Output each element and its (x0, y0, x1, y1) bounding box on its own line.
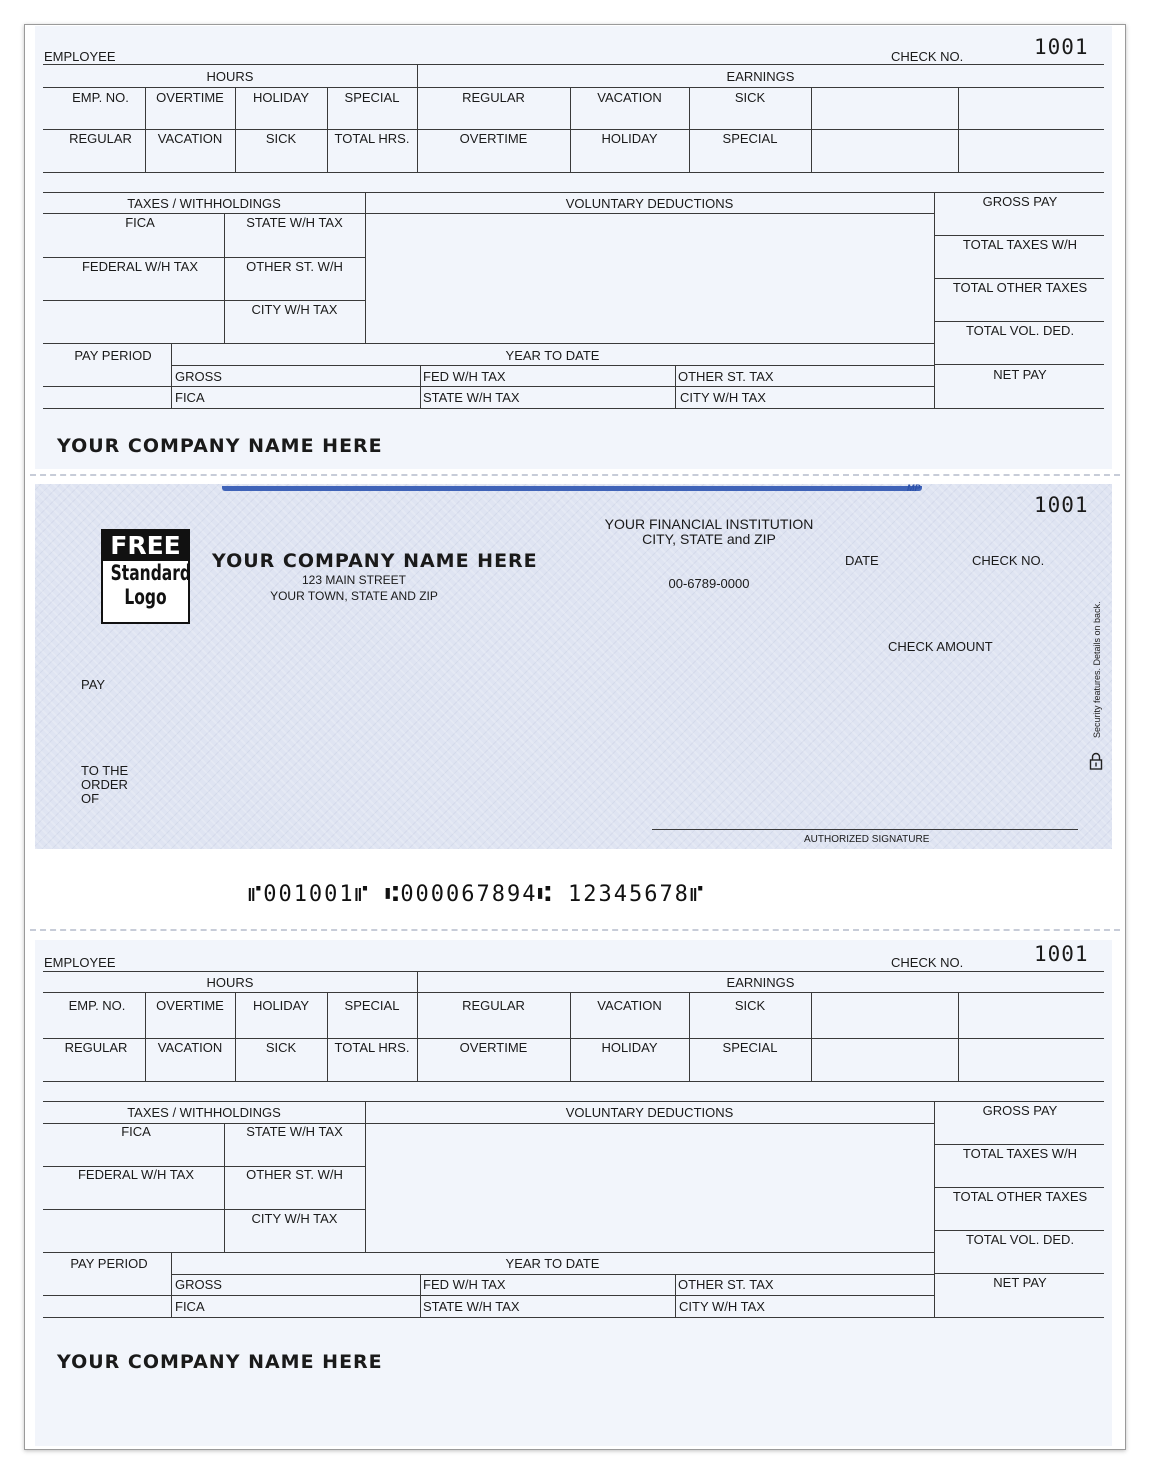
special-earnings-label-bottom: SPECIAL (722, 1040, 778, 1055)
special-earnings-label: SPECIAL (722, 131, 778, 146)
overtime-earnings-label-bottom: OVERTIME (459, 1040, 528, 1055)
city-wh-label-bottom: CITY W/H TAX (251, 1211, 338, 1226)
logo-logo-text: Logo (124, 585, 167, 609)
ytd-state-label: STATE W/H TAX (423, 390, 520, 405)
employee-label: EMPLOYEE (44, 49, 116, 64)
check-no-label-check: CHECK NO. (972, 553, 1045, 568)
voluntary-header: VOLUNTARY DEDUCTIONS (565, 196, 734, 211)
regular-hours-label-bottom: REGULAR (64, 1040, 128, 1055)
fica-label-bottom: FICA (121, 1124, 151, 1139)
of-label: OF (81, 791, 100, 806)
bottom-stub-company-name: YOUR COMPANY NAME HERE (57, 1351, 383, 1373)
ytd-city-label: CITY W/H TAX (680, 390, 766, 405)
net-pay-label: NET PAY (993, 367, 1047, 382)
other-st-wh-label: OTHER ST. W/H (246, 259, 343, 274)
hours-header: HOURS (206, 69, 254, 84)
state-wh-label: STATE W/H TAX (246, 215, 343, 230)
vacation-earnings-label-bottom: VACATION (597, 998, 662, 1013)
ytd-city-label-bottom: CITY W/H TAX (679, 1299, 765, 1314)
logo-standard-text: Standard (110, 561, 191, 585)
sick-hours-label: SICK (265, 131, 297, 146)
bank-name: YOUR FINANCIAL INSTITUTION (604, 516, 814, 532)
check-no-label-bottom: CHECK NO. (891, 955, 964, 970)
earnings-header: EARNINGS (726, 69, 795, 84)
pay-period-label: PAY PERIOD (74, 348, 152, 363)
ytd-gross-label: GROSS (175, 369, 222, 384)
check-company-name: YOUR COMPANY NAME HERE (212, 550, 538, 572)
logo-free-text: FREE (103, 531, 188, 561)
pay-period-label-bottom: PAY PERIOD (70, 1256, 148, 1271)
net-pay-label-bottom: NET PAY (993, 1275, 1047, 1290)
total-other-taxes-label: TOTAL OTHER TAXES (952, 280, 1088, 295)
order-label: ORDER (81, 777, 128, 792)
sick-hours-label-bottom: SICK (265, 1040, 297, 1055)
regular-hours-label: REGULAR (69, 131, 132, 146)
vacation-earnings-label: VACATION (597, 90, 662, 105)
taxes-header-bottom: TAXES / WITHHOLDINGS (127, 1105, 281, 1120)
company-street: 123 MAIN STREET (301, 573, 407, 587)
federal-wh-label: FEDERAL W/H TAX (81, 259, 199, 274)
gross-pay-label: GROSS PAY (982, 194, 1058, 209)
other-st-wh-label-bottom: OTHER ST. W/H (246, 1167, 343, 1182)
check-number-bottom: 1001 (1034, 942, 1089, 966)
fica-label: FICA (125, 215, 155, 230)
check-number: 1001 (1034, 35, 1089, 59)
padlock-icon (1089, 752, 1103, 770)
ytd-other-label: OTHER ST. TAX (678, 369, 774, 384)
logo (101, 529, 190, 624)
routing-fraction: 00-6789-0000 (668, 576, 750, 591)
bank-city: CITY, STATE and ZIP (642, 531, 776, 547)
authorized-signature-label: AUTHORIZED SIGNATURE (804, 834, 930, 845)
holiday-earnings-label-bottom: HOLIDAY (601, 1040, 658, 1055)
check-body (35, 484, 1112, 849)
taxes-header: TAXES / WITHHOLDINGS (127, 196, 281, 211)
total-taxes-label-bottom: TOTAL TAXES W/H (962, 1146, 1078, 1161)
signature-line (652, 829, 1078, 830)
ytd-header: YEAR TO DATE (505, 348, 600, 363)
gross-pay-label-bottom: GROSS PAY (982, 1103, 1058, 1118)
overtime-hours-label-bottom: OVERTIME (156, 998, 224, 1013)
special-hours-label-bottom: SPECIAL (344, 998, 400, 1013)
total-hours-label: TOTAL HRS. (334, 131, 410, 146)
total-vol-ded-label-bottom: TOTAL VOL. DED. (965, 1232, 1075, 1247)
accent-bar (222, 483, 922, 493)
ytd-fed-label-bottom: FED W/H TAX (423, 1277, 506, 1292)
pay-label: PAY (81, 677, 106, 692)
ytd-other-label-bottom: OTHER ST. TAX (678, 1277, 774, 1292)
check-number-top: 1001 (1034, 493, 1089, 517)
perforation-top (30, 474, 1120, 476)
total-other-taxes-label-bottom: TOTAL OTHER TAXES (952, 1189, 1088, 1204)
regular-earnings-label-bottom: REGULAR (462, 998, 525, 1013)
federal-wh-label-bottom: FEDERAL W/H TAX (77, 1167, 195, 1182)
emp-no-label: EMP. NO. (72, 90, 129, 105)
check-amount-label: CHECK AMOUNT (888, 639, 993, 654)
overtime-earnings-label: OVERTIME (459, 131, 528, 146)
ytd-gross-label-bottom: GROSS (175, 1277, 222, 1292)
holiday-earnings-label: HOLIDAY (601, 131, 658, 146)
to-the-label: TO THE (81, 763, 129, 778)
perforation-bottom (30, 929, 1120, 931)
regular-earnings-label: REGULAR (462, 90, 525, 105)
ytd-fica-label: FICA (175, 390, 205, 405)
total-taxes-label: TOTAL TAXES W/H (962, 237, 1078, 252)
ytd-fica-label-bottom: FICA (175, 1299, 205, 1314)
sick-earnings-label: SICK (734, 90, 766, 105)
special-hours-label: SPECIAL (344, 90, 400, 105)
micr-line: ⑈001001⑈ ⑆000067894⑆ 12345678⑈ (248, 882, 706, 907)
date-label: DATE (845, 553, 879, 568)
city-wh-label: CITY W/H TAX (251, 302, 338, 317)
sick-earnings-label-bottom: SICK (734, 998, 766, 1013)
holiday-hours-label-bottom: HOLIDAY (252, 998, 310, 1013)
state-wh-label-bottom: STATE W/H TAX (246, 1124, 343, 1139)
emp-no-label-bottom: EMP. NO. (68, 998, 126, 1013)
ytd-state-label-bottom: STATE W/H TAX (423, 1299, 520, 1314)
ytd-fed-label: FED W/H TAX (423, 369, 506, 384)
hours-header-bottom: HOURS (206, 975, 254, 990)
employee-label-bottom: EMPLOYEE (44, 955, 116, 970)
holiday-hours-label: HOLIDAY (252, 90, 310, 105)
security-note: Security features. Details on back. (1092, 601, 1102, 738)
total-hours-label-bottom: TOTAL HRS. (334, 1040, 410, 1055)
voluntary-header-bottom: VOLUNTARY DEDUCTIONS (565, 1105, 734, 1120)
earnings-header-bottom: EARNINGS (726, 975, 795, 990)
mp-mark: MP (907, 483, 921, 493)
company-town: YOUR TOWN, STATE AND ZIP (270, 589, 438, 603)
ytd-header-bottom: YEAR TO DATE (505, 1256, 600, 1271)
vacation-hours-label: VACATION (157, 131, 223, 146)
overtime-hours-label: OVERTIME (156, 90, 224, 105)
total-vol-ded-label: TOTAL VOL. DED. (965, 323, 1075, 338)
vacation-hours-label-bottom: VACATION (157, 1040, 223, 1055)
stub-company-name: YOUR COMPANY NAME HERE (57, 435, 383, 457)
check-no-label: CHECK NO. (891, 49, 964, 64)
